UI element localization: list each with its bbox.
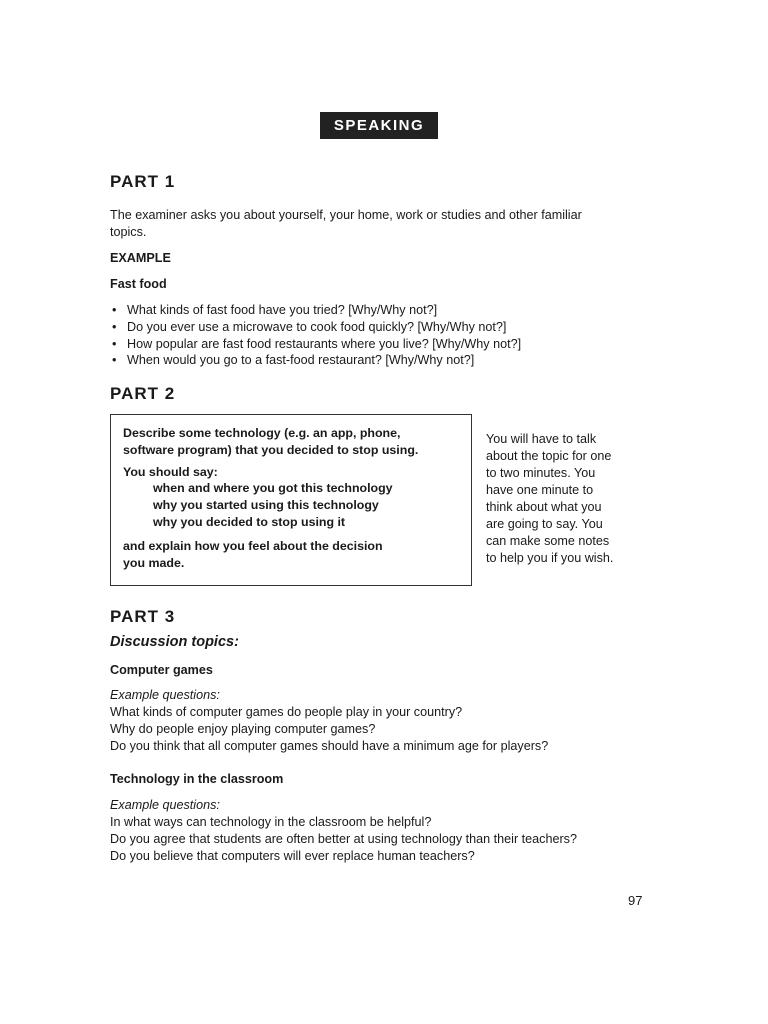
list-item: In what ways can technology in the classroom be helpful? [110,815,432,829]
list-item: Why do people enjoy playing computer games? [110,722,376,736]
discussion-label: Discussion topics: [110,634,239,650]
note-line: think about what you [486,500,602,514]
list-item: • When would you go to a fast-food restaurant? [Why/Why not?] [112,353,475,368]
list-item: • Do you ever use a microwave to cook food quickly? [Why/Why not?] [112,319,507,334]
note-line: have one minute to [486,483,594,497]
explain-line: you made. [123,555,185,570]
topic-question-list [110,704,650,755]
card-point: why you decided to stop using it [153,514,346,529]
list-item: Do you agree that students are often better at using technology than their teachers? [110,832,577,846]
part-1-intro: The examiner asks you about yourself, your home, work or studies and other familiar topics. [110,208,582,239]
list-item: Do you believe that computers will ever replace human teachers? [110,849,475,863]
list-item: • What kinds of fast food have you tried? [Why/Why not?] [112,303,438,317]
explain-line: and explain how you feel about the decision [123,538,383,553]
part-1-example-label: EXAMPLE [110,251,171,265]
card-point: why you started using this technology [153,498,379,513]
note-line: about the topic for one [486,449,612,463]
page-number: 97 [628,893,643,908]
bullet-icon: • [112,336,117,351]
you-should-say: You should say: [123,464,218,479]
note-line: to help you if you wish. [486,551,614,565]
topic-question-list [110,814,650,865]
task-line: software program) that you decided to stop using. [123,442,419,457]
note-line: You will have to talk [486,432,597,446]
task-line: Describe some technology (e.g. an app, phone, [123,426,401,440]
bullet-icon: • [112,319,117,334]
note-line: can make some notes [486,534,610,548]
topic-title: Technology in the classroom [110,772,284,786]
bullet-icon: • [112,303,117,317]
part-1-topic: Fast food [110,277,167,291]
timing-note [486,431,636,567]
card-point: when and where you got this technology [153,481,393,496]
section-banner: SPEAKING [320,112,438,139]
part-1-heading: PART 1 [110,172,176,191]
note-line: to two minutes. You [486,466,596,480]
list-item: Do you think that all computer games should have a minimum age for players? [110,739,549,753]
part-3-heading: PART 3 [110,607,176,626]
task-card [110,414,472,586]
list-item: What kinds of computer games do people play in your country? [110,705,463,719]
note-line: are going to say. You [486,517,603,531]
topic-title: Computer games [110,663,213,677]
example-questions-label: Example questions: [110,688,220,702]
part-1-question-list [110,302,630,369]
bullet-icon: • [112,353,117,368]
example-questions-label: Example questions: [110,798,220,812]
list-item: • How popular are fast food restaurants where you live? [Why/Why not?] [112,336,522,351]
part-2-heading: PART 2 [110,384,176,403]
